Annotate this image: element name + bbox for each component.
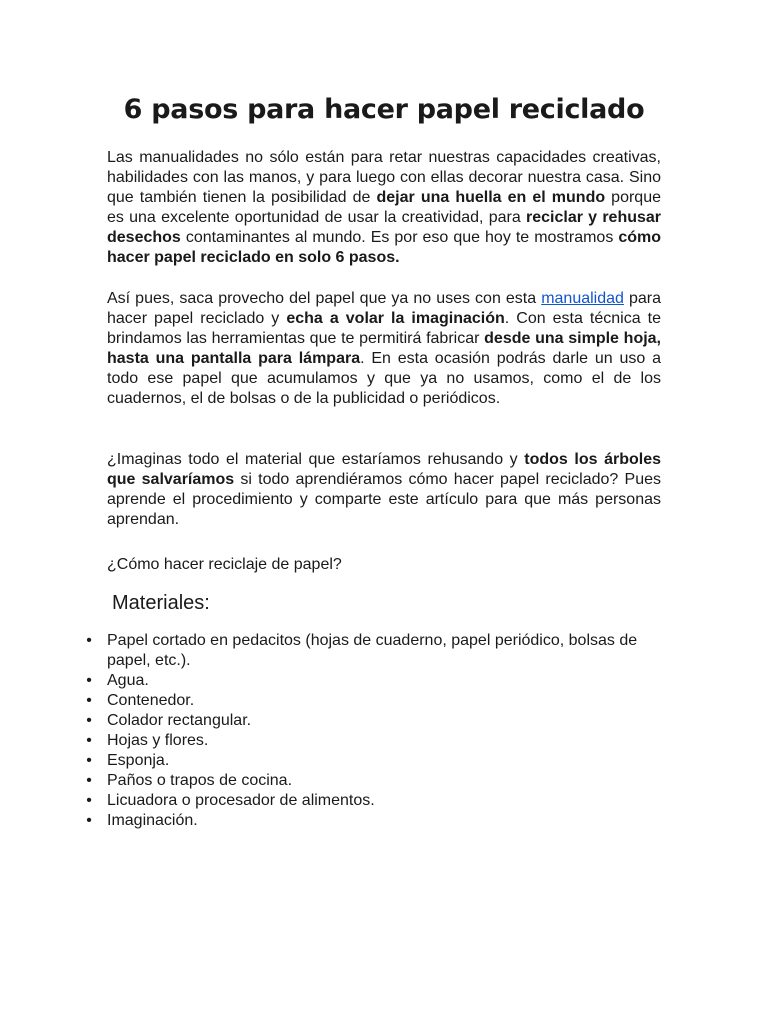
list-item bbox=[84, 791, 664, 811]
bullet-icon: • bbox=[86, 712, 92, 729]
text-span: . En esta ocasión podrás darle un uso a todo ese papel que acumulamos y que ya no usamos, como el de los cuadernos, el de bolsas o de la publicidad o periódicos. bbox=[107, 350, 661, 407]
section-question: ¿Cómo hacer reciclaje de papel? bbox=[107, 556, 342, 573]
list-item-text: Agua. bbox=[107, 672, 149, 689]
manualidad-link[interactable]: manualidad bbox=[541, 290, 624, 307]
bullet-icon: • bbox=[86, 692, 92, 709]
materials-list bbox=[84, 631, 664, 831]
list-item-text: Hojas y flores. bbox=[107, 732, 209, 749]
bullet-icon: • bbox=[86, 752, 92, 769]
text-span: . Con esta técnica te brindamos las herramientas que te permitirá fabricar bbox=[107, 310, 662, 347]
text-span: Así pues, saca provecho del papel que ya no uses con esta bbox=[107, 290, 542, 307]
third-paragraph bbox=[107, 450, 661, 530]
list-item bbox=[84, 691, 664, 711]
bullet-icon: • bbox=[86, 632, 92, 649]
bold-text: todos los árboles que salvaríamos bbox=[107, 451, 661, 488]
bullet-icon: • bbox=[86, 672, 92, 689]
list-item bbox=[84, 811, 664, 831]
list-item bbox=[84, 751, 664, 771]
text-span: porque es una excelente oportunidad de usar la creatividad, para bbox=[107, 189, 661, 226]
bullet-icon: • bbox=[86, 772, 92, 789]
text-span: si todo aprendiéramos cómo hacer papel reciclado? Pues aprende el procedimiento y comparte este artículo para que más personas aprendan. bbox=[107, 471, 661, 528]
bold-text: dejar una huella en el mundo bbox=[376, 189, 606, 206]
list-item-text: Imaginación. bbox=[107, 812, 198, 829]
bullet-icon: • bbox=[86, 732, 92, 749]
page-title: 6 pasos para hacer papel reciclado bbox=[123, 94, 645, 125]
list-item bbox=[84, 771, 664, 791]
list-item bbox=[84, 631, 664, 671]
text-span: contaminantes al mundo. Es por eso que hoy te mostramos bbox=[180, 229, 619, 246]
list-item-text: Colador rectangular. bbox=[107, 712, 252, 729]
bold-text: desde una simple hoja, hasta una pantalla para lámpara bbox=[107, 330, 662, 367]
bold-text: reciclar y rehusar desechos bbox=[107, 209, 662, 246]
bold-text: cómo hacer papel reciclado en solo 6 pasos. bbox=[107, 229, 661, 266]
list-item-text: Papel cortado en pedacitos (hojas de cuaderno, papel periódico, bolsas de papel, etc.). bbox=[107, 632, 638, 669]
list-item-text: Esponja. bbox=[107, 752, 170, 769]
bullet-icon: • bbox=[86, 792, 92, 809]
intro-paragraph bbox=[107, 148, 661, 268]
materiales-heading: Materiales: bbox=[112, 592, 210, 614]
list-item-text: Licuadora o procesador de alimentos. bbox=[107, 792, 375, 809]
bullet-icon: • bbox=[86, 812, 92, 829]
list-item bbox=[84, 671, 664, 691]
list-item bbox=[84, 711, 664, 731]
text-span: para hacer papel reciclado y bbox=[107, 290, 661, 327]
list-item-text: Paños o trapos de cocina. bbox=[107, 772, 293, 789]
second-paragraph bbox=[107, 289, 661, 409]
text-span: Las manualidades no sólo están para retar nuestras capacidades creativas, habilidades con las manos, y para luego con ellas decorar nuestra casa. Sino que también tienen la posibilidad de bbox=[107, 149, 661, 206]
bold-text: echa a volar la imaginación bbox=[286, 310, 505, 327]
list-item bbox=[84, 731, 664, 751]
text-span: ¿Imaginas todo el material que estaríamos rehusando y bbox=[107, 451, 525, 468]
list-item-text: Contenedor. bbox=[107, 692, 195, 709]
